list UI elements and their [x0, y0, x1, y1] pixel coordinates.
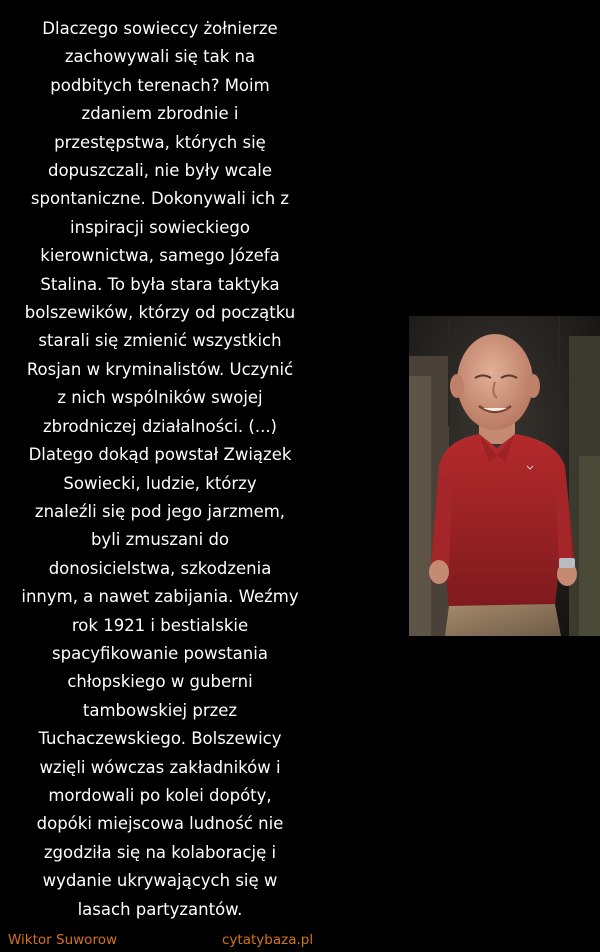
quote-line: przestępstwa, których się	[54, 132, 266, 152]
quote-line: zgodziła się na kolaborację i	[43, 842, 277, 862]
quote-line: wzięli wówczas zakładników i	[39, 757, 281, 777]
quote-line: chłopskiego w guberni	[67, 672, 253, 692]
quote-line: starali się zmienić wszystkich	[38, 331, 282, 351]
quote-line: zbrodniczej działalności. (...)	[43, 416, 277, 436]
quote-line: rok 1921 i bestialskie	[71, 615, 249, 635]
author-portrait-illustration	[409, 316, 600, 636]
quote-line: Dlatego dokąd powstał Związek	[28, 445, 292, 465]
quote-line: Stalina. To była stara taktyka	[40, 274, 280, 294]
quote-line: inspiracji sowieckiego	[70, 217, 250, 237]
author-photo	[409, 316, 600, 636]
quote-line: dopóki miejscowa ludność nie	[36, 814, 284, 834]
quote-line: zdaniem zbrodnie i	[81, 104, 239, 124]
quote-line: zachowywali się tak na	[64, 47, 256, 67]
quote-line: spontaniczne. Dokonywali ich z	[30, 189, 290, 209]
quote-text	[10, 15, 310, 924]
quote-line: lasach partyzantów.	[77, 899, 243, 919]
footer	[0, 930, 600, 948]
quote-line: dopuszczali, nie były wcale	[47, 161, 273, 181]
site-link[interactable]: cytatybaza.pl	[222, 932, 314, 948]
quote-line: kierownictwa, samego Józefa	[40, 246, 280, 266]
quote-line: z nich wspólników swojej	[57, 388, 263, 408]
quote-line: mordowali po kolei dopóty,	[48, 785, 272, 805]
quote-line: Rosjan w kryminalistów. Uczynić	[26, 359, 294, 379]
quote-line: podbitych terenach? Moim	[50, 75, 270, 95]
quote-line: byli zmuszani do	[90, 530, 230, 550]
quote-line: innym, a nawet zabijania. Weźmy	[21, 587, 299, 607]
quote-line: tambowskiej przez	[82, 700, 238, 720]
quote-line: donosicielstwa, szkodzenia	[48, 558, 272, 578]
quote-line: znaleźli się pod jego jarzmem,	[34, 501, 286, 521]
quote-line: Tuchaczewskiego. Bolszewicy	[38, 729, 282, 749]
quote-line: Dlaczego sowieccy żołnierze	[42, 19, 278, 38]
quote-line: spacyfikowanie powstania	[52, 643, 268, 663]
quote-line: bolszewików, którzy od początku	[24, 303, 296, 323]
author-link[interactable]: Wiktor Suworow	[8, 932, 117, 948]
quote-line: wydanie ukrywających się w	[42, 871, 278, 891]
quote-line: Sowiecki, ludzie, którzy	[63, 473, 257, 493]
